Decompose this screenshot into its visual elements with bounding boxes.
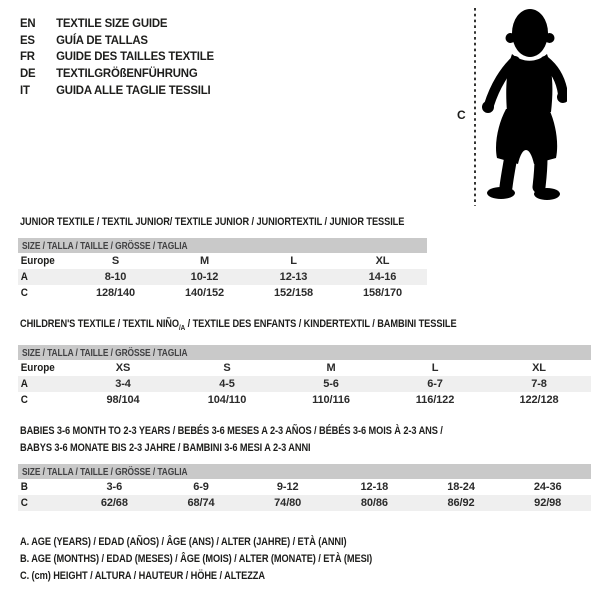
children-size-table xyxy=(18,345,591,408)
size-cell: 18-24 xyxy=(447,481,475,493)
size-cell: 128/140 xyxy=(95,287,136,299)
size-cell: M xyxy=(326,362,336,374)
table-row-months xyxy=(18,479,591,495)
size-cell: S xyxy=(111,255,120,267)
size-cell: 158/170 xyxy=(362,287,403,299)
size-cell: 12-13 xyxy=(279,271,308,283)
size-cell: 6-7 xyxy=(427,378,443,390)
size-cell: 86/92 xyxy=(447,497,475,509)
table-row-europe xyxy=(18,253,427,269)
size-cell: 10-12 xyxy=(190,271,219,283)
guide-title-es: GUÍA DE TALLAS xyxy=(56,32,148,47)
language-row xyxy=(20,15,214,32)
size-cell: 3-4 xyxy=(115,378,131,390)
language-row xyxy=(20,65,214,82)
height-measure-line xyxy=(473,6,477,208)
language-code: DE xyxy=(20,66,36,81)
size-cell: 8-10 xyxy=(104,271,127,283)
legend-line-b: B. AGE (MONTHS) / EDAD (MESES) / ÂGE (MOIS) / ALTER (MONATE) / ETÀ (MESI) xyxy=(20,553,373,566)
language-row xyxy=(20,32,214,49)
row-label: B xyxy=(20,481,28,493)
heading-line-1: BABIES 3-6 MONTH TO 2-3 YEARS / BEBÉS 3-6 MESES A 2-3 AÑOS / BÉBÉS 3-6 MOIS À 2-3 ANS / xyxy=(20,425,443,437)
size-bar-label: SIZE / TALLA / TAILLE / GRÖSSE / TAGLIA xyxy=(22,465,188,478)
guide-title-fr: GUIDE DES TAILLES TEXTILE xyxy=(56,49,214,64)
size-bar-label: SIZE / TALLA / TAILLE / GRÖSSE / TAGLIA xyxy=(22,239,188,252)
row-label: Europe xyxy=(20,362,55,374)
table-row-europe xyxy=(18,360,591,376)
table-row-height xyxy=(18,495,591,511)
height-measure-label: C xyxy=(457,108,466,122)
size-cell: 6-9 xyxy=(193,481,209,493)
size-cell: 7-8 xyxy=(531,378,547,390)
language-code: EN xyxy=(20,16,36,31)
language-code: ES xyxy=(20,32,35,47)
row-label: A xyxy=(20,378,28,390)
heading-text: CHILDREN'S TEXTILE / TEXTIL NIÑO xyxy=(20,318,179,330)
size-cell: 5-6 xyxy=(323,378,339,390)
size-cell: XS xyxy=(115,362,131,374)
size-cell: S xyxy=(223,362,231,374)
size-cell: 24-36 xyxy=(533,481,562,493)
row-label: C xyxy=(20,287,28,299)
language-title-list xyxy=(20,15,224,98)
table-header-bar xyxy=(18,345,591,360)
section-heading-junior: JUNIOR TEXTILE / TEXTIL JUNIOR/ TEXTILE JUNIOR / JUNIORTEXTIL / JUNIOR TESSILE xyxy=(20,216,405,228)
row-label: A xyxy=(20,271,28,283)
row-label: C xyxy=(20,497,28,509)
guide-title-en: TEXTILE SIZE GUIDE xyxy=(56,16,168,31)
size-cell: XL xyxy=(375,255,390,267)
size-cell: L xyxy=(431,362,439,374)
heading-subscript: /A xyxy=(178,323,186,333)
language-row xyxy=(20,48,214,65)
measurement-legend xyxy=(20,534,439,586)
size-cell: 140/152 xyxy=(184,287,225,299)
size-cell: M xyxy=(199,255,210,267)
size-bar-label: SIZE / TALLA / TAILLE / GRÖSSE / TAGLIA xyxy=(22,346,188,359)
row-label: C xyxy=(20,394,28,406)
heading-line-2: BABYS 3-6 MONATE BIS 2-3 JAHRE / BAMBINI 3-6 MESI A 2-3 ANNI xyxy=(20,442,311,454)
size-cell: 9-12 xyxy=(276,481,299,493)
size-cell: 14-16 xyxy=(368,271,397,283)
size-cell: 12-18 xyxy=(360,481,389,493)
size-cell: 110/116 xyxy=(312,394,350,406)
guide-title-it: GUIDA ALLE TAGLIE TESSILI xyxy=(56,82,211,97)
junior-size-table xyxy=(18,238,427,301)
size-cell: 104/110 xyxy=(207,394,247,406)
size-cell: 92/98 xyxy=(534,497,562,509)
size-cell: 3-6 xyxy=(106,481,123,493)
size-cell: 80/86 xyxy=(360,497,388,509)
baby-silhouette-icon xyxy=(481,6,567,204)
size-cell: 98/104 xyxy=(106,394,140,406)
size-cell: XL xyxy=(532,362,546,374)
row-label: Europe xyxy=(20,255,55,267)
size-cell: 116/122 xyxy=(415,394,455,406)
size-cell: 152/158 xyxy=(273,287,314,299)
size-cell: 74/80 xyxy=(274,497,302,509)
table-header-bar xyxy=(18,238,427,253)
size-cell: 62/68 xyxy=(100,497,128,509)
guide-title-de: TEXTILGRÖßENFÜHRUNG xyxy=(56,66,198,81)
table-row-age xyxy=(18,269,427,285)
section-heading-children xyxy=(20,318,457,334)
babies-size-table xyxy=(18,464,591,511)
table-row-height xyxy=(18,285,427,301)
table-header-bar xyxy=(18,464,591,479)
size-cell: 4-5 xyxy=(219,378,235,390)
table-row-height xyxy=(18,392,591,408)
language-code: IT xyxy=(20,82,30,97)
table-row-age xyxy=(18,376,591,392)
size-cell: 122/128 xyxy=(519,394,559,406)
size-cell: L xyxy=(290,255,297,267)
legend-line-a: A. AGE (YEARS) / EDAD (AÑOS) / ÂGE (ANS) / ALTER (JAHRE) / ETÀ (ANNI) xyxy=(20,536,347,548)
section-heading-babies xyxy=(20,425,523,455)
language-code: FR xyxy=(20,49,35,64)
size-cell: 68/74 xyxy=(187,497,215,509)
legend-line-c: C. (cm) HEIGHT / ALTURA / HAUTEUR / HÖHE / ALTEZZA xyxy=(20,570,265,583)
language-row xyxy=(20,81,214,98)
heading-text: / TEXTILE DES ENFANTS / KINDERTEXTIL / BAMBINI TESSILE xyxy=(185,318,457,330)
